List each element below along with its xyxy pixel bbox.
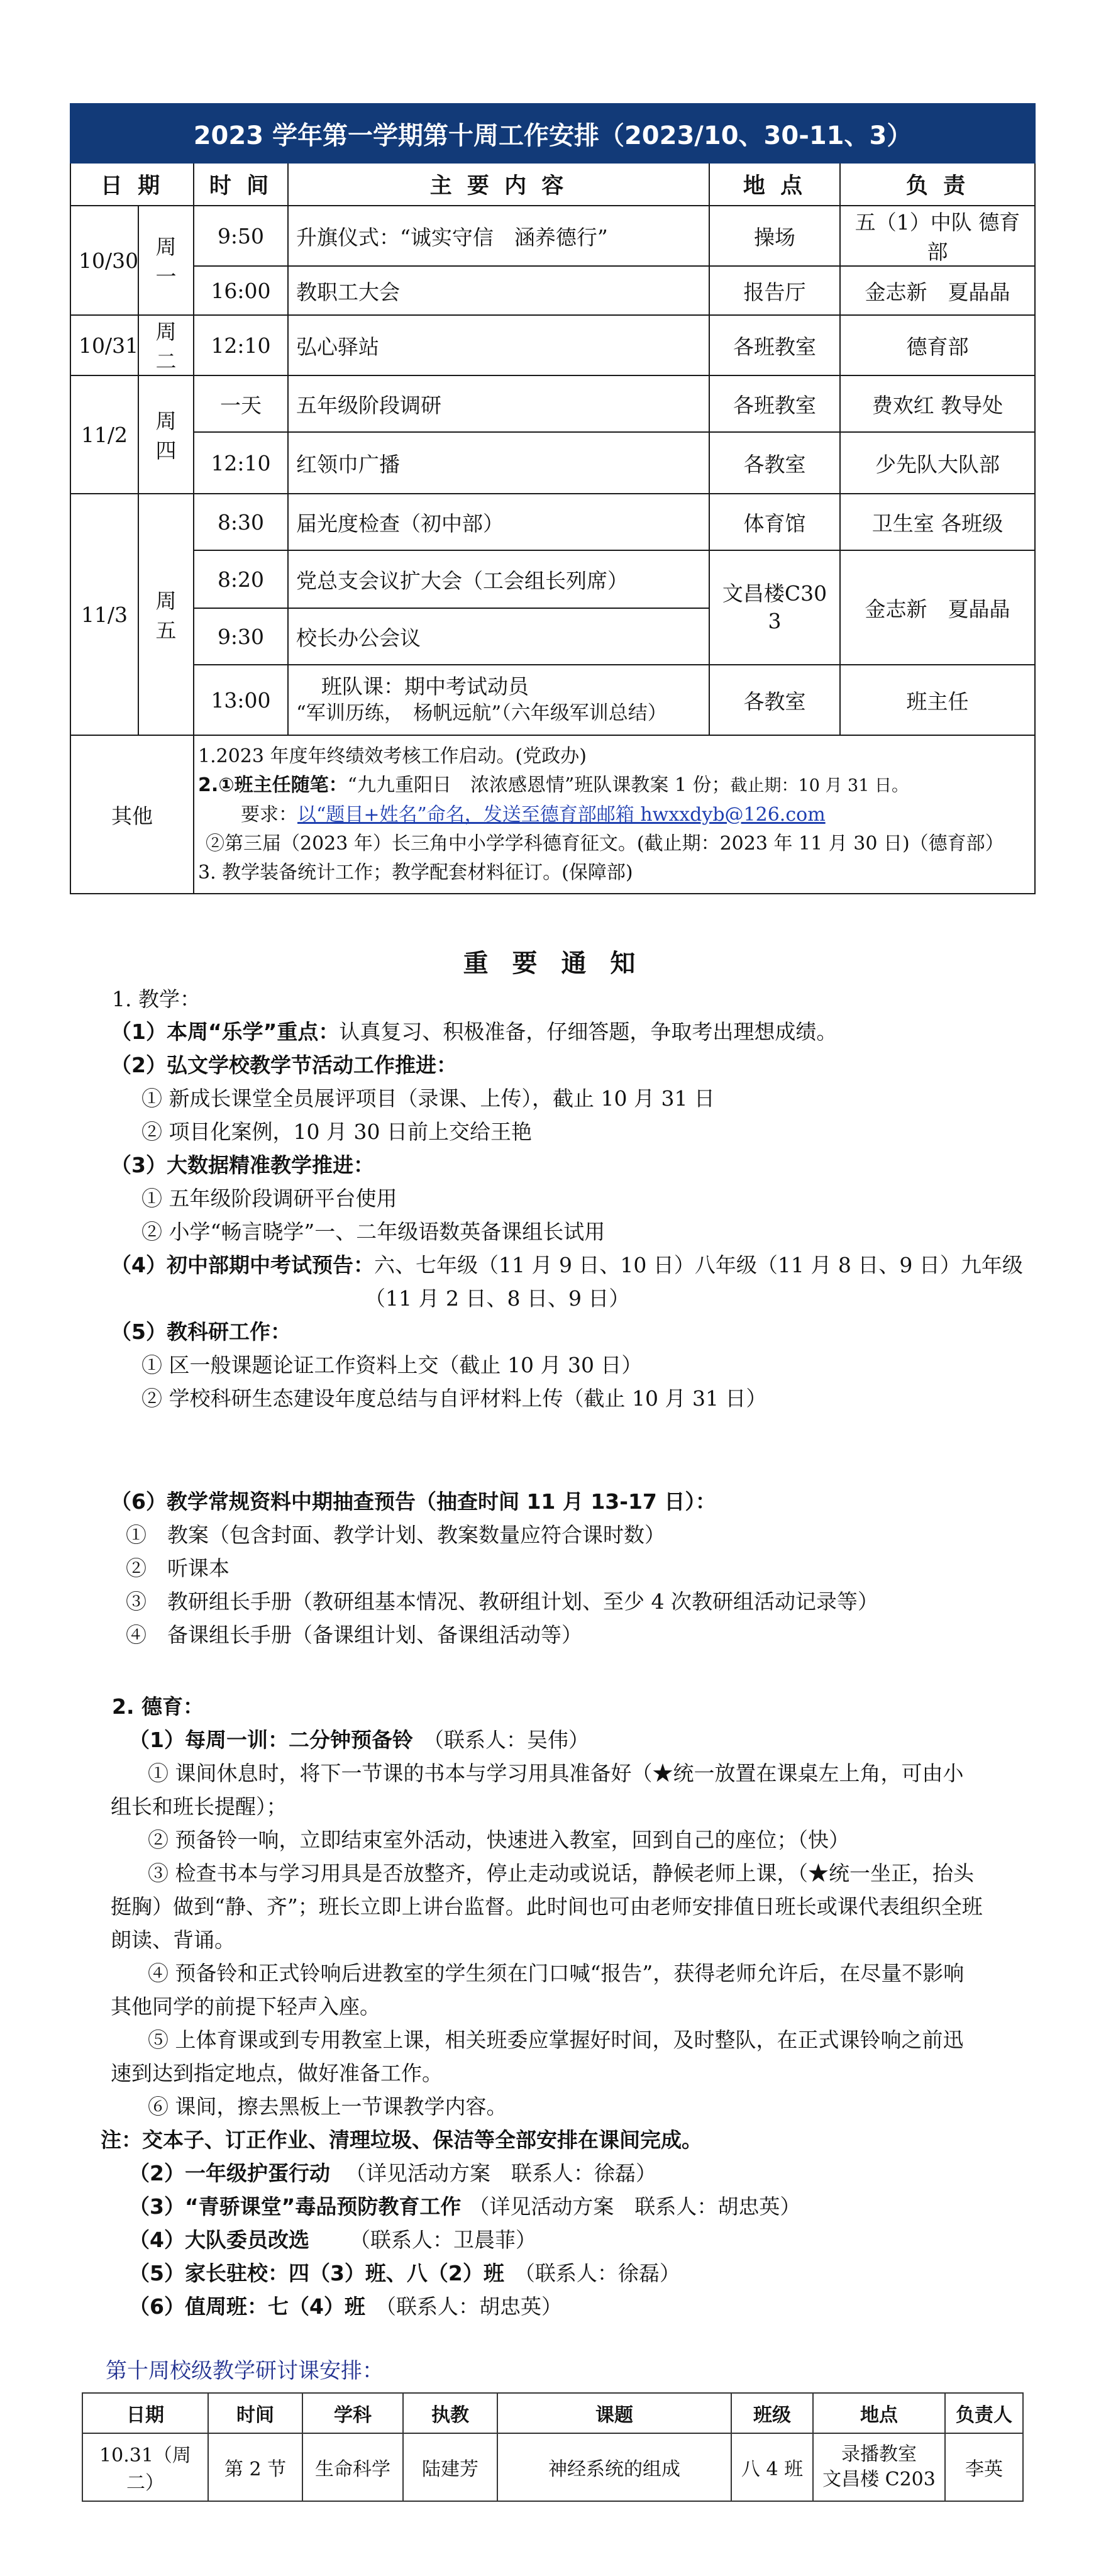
teaching-subitem: ① 五年级阶段调研平台使用 bbox=[141, 1186, 397, 1211]
moral-line: ③ 检查书本与学习用具是否放整齐，停止走动或说话，静候老师上课，（★统一坐正，抬头 bbox=[148, 1861, 974, 1885]
other-line bbox=[198, 801, 1027, 830]
teaching-subitem: ② 学校科研生态建设年度总结与自评材料上传（截止 10 月 31 日） bbox=[141, 1386, 767, 1411]
teaching-subitem: ① 新成长课堂全员展评项目（录课、上传），截止 10 月 31 日 bbox=[141, 1086, 715, 1111]
content-cell: 升旗仪式：“诚实守信 涵养德行” bbox=[288, 206, 709, 266]
research-topic: 神经系统的组成 bbox=[497, 2433, 731, 2501]
time-cell: 8:30 bbox=[194, 494, 288, 550]
moral-item bbox=[129, 2258, 680, 2289]
item-detail: （详见活动方案 联系人：胡忠英） bbox=[468, 2194, 801, 2219]
content-line: 班队课：期中考试动员 bbox=[321, 674, 529, 699]
item-label: （4）大队委员改选 bbox=[129, 2228, 309, 2252]
content-line: “军训历练， 杨帆远航”（六年级军训总结） bbox=[296, 702, 667, 724]
research-header: 执教 bbox=[403, 2393, 497, 2433]
teaching-item bbox=[111, 1250, 1023, 1280]
moral-item bbox=[129, 2158, 656, 2189]
research-class: 八 4 班 bbox=[731, 2433, 813, 2501]
owner-cell: 金志新 夏晶晶 bbox=[840, 266, 1035, 315]
weekday-cell: 周五 bbox=[138, 494, 194, 735]
moral-line: 组长和班长提醒）； bbox=[111, 1794, 287, 1819]
date-cell: 10/31 bbox=[70, 315, 138, 375]
research-place bbox=[813, 2433, 945, 2501]
teaching-subitem: ③ 教研组长手册（教研组基本情况、教研组计划、至少 4 次教研组活动记录等） bbox=[126, 1589, 878, 1614]
item-detail: （联系人：卫晨菲） bbox=[349, 2228, 536, 2252]
time-cell: 13:00 bbox=[194, 665, 288, 735]
other-deadline: 截止期：10 月 31 日。 bbox=[730, 775, 909, 796]
place-cell: 操场 bbox=[709, 206, 840, 266]
owner-cell: 德育部 bbox=[840, 315, 1035, 375]
owner-cell: 少先队大队部 bbox=[840, 432, 1035, 494]
research-place-line: 文昌楼 C203 bbox=[822, 2468, 936, 2490]
item-detail: （详见活动方案 联系人：徐磊） bbox=[345, 2161, 656, 2185]
content-cell: 五年级阶段调研 bbox=[288, 375, 709, 432]
teaching-item: （6）教学常规资料中期抽查预告（抽查时间 11 月 13-17 日）： bbox=[111, 1489, 716, 1514]
research-subject: 生命科学 bbox=[302, 2433, 403, 2501]
weekly-schedule-table bbox=[70, 103, 1036, 894]
research-header: 地点 bbox=[813, 2393, 945, 2433]
place-cell: 各班教室 bbox=[709, 315, 840, 375]
content-cell: 届光度检查（初中部） bbox=[288, 494, 709, 550]
owner-cell: 五（1）中队 德育部 bbox=[840, 206, 1035, 266]
date-cell: 10/30 bbox=[70, 206, 138, 315]
owner-cell: 费欢红 教导处 bbox=[840, 375, 1035, 432]
place-cell: 各教室 bbox=[709, 432, 840, 494]
time-cell: 一天 bbox=[194, 375, 288, 432]
research-header: 学科 bbox=[302, 2393, 403, 2433]
notice-title: 重 要 通 知 bbox=[463, 949, 643, 978]
place-cell: 体育馆 bbox=[709, 494, 840, 550]
item-label: （5）家长驻校：四（3）班、八（2）班 bbox=[129, 2261, 504, 2285]
moral-line: ④ 预备铃和正式铃响后进教室的学生须在门口喊“报告”，获得老师允许后，在尽量不影响 bbox=[148, 1961, 965, 1985]
header-date: 日 期 bbox=[70, 163, 194, 206]
weekday-cell: 周四 bbox=[138, 375, 194, 494]
content-cell: 党总支会议扩大会（工会组长列席） bbox=[288, 550, 709, 608]
teaching-item: （3）大数据精准教学推进： bbox=[111, 1153, 374, 1177]
moral-line: ⑤ 上体育课或到专用教室上课，相关班委应掌握好时间，及时整队，在正式课铃响之前迅 bbox=[148, 2028, 964, 2052]
other-label: 其他 bbox=[70, 735, 194, 894]
teaching-subitem: ① 教案（包含封面、教学计划、教案数量应符合课时数） bbox=[126, 1523, 665, 1547]
item-label: （3）“青骄课堂”毒品预防教育工作 bbox=[129, 2194, 462, 2219]
place-cell: 文昌楼C303 bbox=[709, 550, 840, 665]
content-cell: 教职工大会 bbox=[288, 266, 709, 315]
moral-item bbox=[129, 2292, 562, 2322]
research-header: 负责人 bbox=[945, 2393, 1023, 2433]
content-cell: 红领巾广播 bbox=[288, 432, 709, 494]
time-cell: 16:00 bbox=[194, 266, 288, 315]
moral-line: 其他同学的前提下轻声入座。 bbox=[111, 1994, 380, 2019]
header-content: 主 要 内 容 bbox=[288, 163, 709, 206]
email-link[interactable]: 以“题目+姓名”命名，发送至德育部邮箱 hwxxdyb@126.com bbox=[297, 803, 826, 826]
header-time: 时 间 bbox=[194, 163, 288, 206]
item-label: （6）值周班：七（4）班 bbox=[129, 2294, 365, 2319]
date-cell: 11/2 bbox=[70, 375, 138, 494]
time-cell: 12:10 bbox=[194, 432, 288, 494]
item-label: （2）一年级护蛋行动 bbox=[129, 2161, 330, 2185]
teaching-item bbox=[111, 1017, 837, 1047]
header-place: 地 点 bbox=[709, 163, 840, 206]
weekday-cell: 周二 bbox=[138, 315, 194, 375]
owner-cell: 金志新 夏晶晶 bbox=[840, 550, 1035, 665]
research-header: 时间 bbox=[208, 2393, 302, 2433]
other-content bbox=[194, 735, 1035, 894]
place-cell: 各教室 bbox=[709, 665, 840, 735]
research-header: 日期 bbox=[82, 2393, 208, 2433]
other-line: 3. 教学装备统计工作；教学配套材料征订。(保障部) bbox=[198, 861, 633, 884]
other-line: ②第三届（2023 年）长三角中小学学科德育征文。(截止期：2023 年 11 月 30 日)（德育部） bbox=[206, 832, 1004, 855]
item-label: （4）初中部期中考试预告： bbox=[111, 1253, 374, 1277]
item-label: （1）每周一训：二分钟预备铃 bbox=[129, 1728, 413, 1752]
other-line: 1.2023 年度年终绩效考核工作启动。(党政办) bbox=[198, 745, 587, 767]
moral-item bbox=[129, 2225, 536, 2255]
research-date: 10.31（周二） bbox=[82, 2433, 208, 2501]
content-cell: 弘心驿站 bbox=[288, 315, 709, 375]
teaching-subitem: ② 项目化案例，10 月 30 日前上交给王艳 bbox=[141, 1119, 532, 1144]
moral-line: ⑥ 课间，擦去黑板上一节课教学内容。 bbox=[148, 2094, 507, 2119]
research-header: 课题 bbox=[497, 2393, 731, 2433]
time-cell: 8:20 bbox=[194, 550, 288, 608]
place-cell: 各班教室 bbox=[709, 375, 840, 432]
item-detail: （联系人：胡忠英） bbox=[375, 2294, 562, 2319]
owner-cell: 班主任 bbox=[840, 665, 1035, 735]
moral-line: 速到达到指定地点，做好准备工作。 bbox=[111, 2061, 443, 2085]
research-teacher: 陆建芳 bbox=[403, 2433, 497, 2501]
research-header: 班级 bbox=[731, 2393, 813, 2433]
time-cell: 9:50 bbox=[194, 206, 288, 266]
teaching-subitem: ② 小学“畅言晓学”一、二年级语数英备课组长试用 bbox=[141, 1219, 606, 1244]
teaching-subitem: ① 区一般课题论证工作资料上交（截止 10 月 30 日） bbox=[141, 1353, 643, 1377]
moral-line: 挺胸）做到“静、齐”；班长立即上讲台监督。此时间也可由老师安排值日班长或课代表组织全班 bbox=[111, 1894, 983, 1919]
header-owner: 负 责 bbox=[840, 163, 1035, 206]
item-contact: （联系人：吴伟） bbox=[423, 1728, 589, 1752]
teaching-subitem: ④ 备课组长手册（备课组计划、备课组活动等） bbox=[126, 1623, 582, 1647]
time-cell: 9:30 bbox=[194, 608, 288, 665]
moral-line: 朗读、背诵。 bbox=[111, 1928, 235, 1952]
time-cell: 12:10 bbox=[194, 315, 288, 375]
moral-item bbox=[129, 2192, 800, 2222]
other-line-text: “九九重阳日 浓浓感恩情”班队课教案 1 份； bbox=[347, 774, 731, 796]
moral-heading: 2. 德育： bbox=[112, 1694, 204, 1719]
item-text: 六、七年级（11 月 9 日、10 日）八年级（11 月 8 日、9 日）九年级 bbox=[373, 1253, 1023, 1277]
moral-line: ② 预备铃一响，立即结束室外活动，快速进入教室，回到自己的座位；（快） bbox=[148, 1828, 849, 1852]
place-cell: 报告厅 bbox=[709, 266, 840, 315]
other-line bbox=[198, 771, 1027, 801]
schedule-title: 2023 学年第一学期第十周工作安排（2023/10、30-11、3） bbox=[70, 104, 1035, 163]
moral-note: 注：交本子、订正作业、清理垃圾、保洁等全部安排在课间完成。 bbox=[101, 2128, 702, 2152]
item-label: （1）本周“乐学”重点： bbox=[111, 1019, 340, 1044]
date-cell: 11/3 bbox=[70, 494, 138, 735]
owner-cell: 卫生室 各班级 bbox=[840, 494, 1035, 550]
moral-item bbox=[129, 1725, 589, 1755]
moral-line: ① 课间休息时，将下一节课的书本与学习用具准备好（★统一放置在课桌左上角，可由小 bbox=[148, 1761, 964, 1785]
item-text: 认真复习、积极准备，仔细答题，争取考出理想成绩。 bbox=[339, 1019, 838, 1044]
content-cell: 校长办公会议 bbox=[288, 608, 709, 665]
teaching-heading: 1. 教学： bbox=[112, 987, 201, 1011]
research-place-line: 录播教室 bbox=[841, 2443, 917, 2465]
research-lesson-table bbox=[82, 2392, 1024, 2502]
teaching-item: （2）弘文学校教学节活动工作推进： bbox=[111, 1053, 457, 1077]
item-detail: （联系人：徐磊） bbox=[514, 2261, 680, 2285]
teaching-item-cont: （11 月 2 日、8 日、9 日） bbox=[365, 1286, 630, 1311]
weekday-cell: 周一 bbox=[138, 206, 194, 315]
research-time: 第 2 节 bbox=[208, 2433, 302, 2501]
content-cell bbox=[288, 665, 709, 735]
teaching-subitem: ② 听课本 bbox=[126, 1556, 229, 1580]
teaching-item: （5）教科研工作： bbox=[111, 1319, 291, 1344]
research-title: 第十周校级教学研讨课安排： bbox=[106, 2358, 384, 2384]
other-line-prefix: 2.①班主任随笔： bbox=[198, 774, 348, 796]
other-line-prefix: 要求： bbox=[241, 803, 297, 826]
research-owner: 李英 bbox=[945, 2433, 1023, 2501]
